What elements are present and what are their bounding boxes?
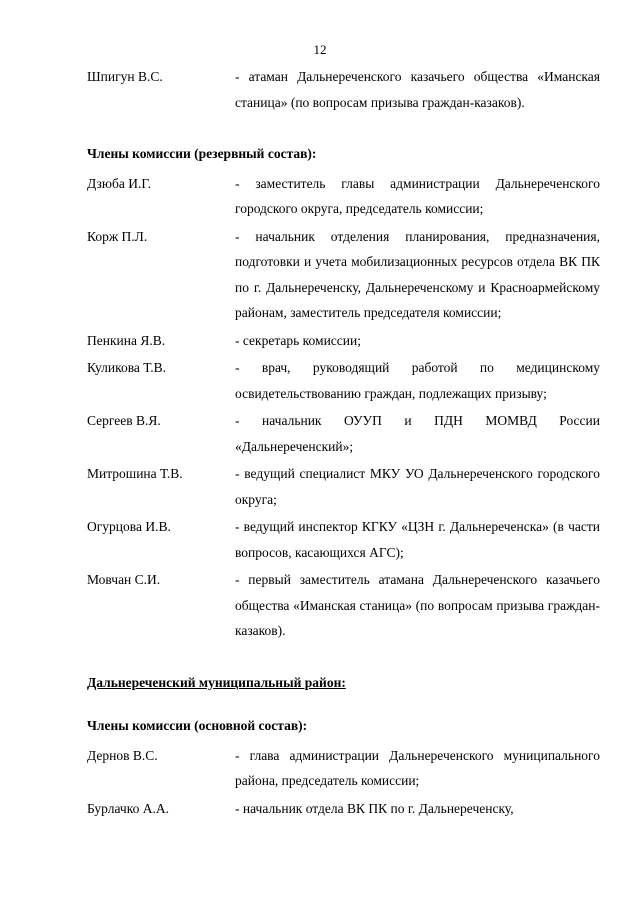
member-role: - заместитель главы администрации Дальнереченского городского округа, председатель комиссии; — [235, 175, 600, 216]
district-heading: Дальнереченский муниципальный район: — [87, 674, 346, 690]
member-entry — [87, 355, 600, 406]
member-role: - врач, руководящий работой по медицинскому освидетельствованию граждан, подлежащих призыву; — [235, 360, 600, 401]
member-name: Сергеев В.Я. — [87, 413, 161, 428]
member-name: Куликова Т.В. — [87, 360, 166, 375]
member-role: - секретарь комиссии; — [235, 332, 361, 348]
member-entry — [87, 743, 600, 794]
member-name: Огурцова И.В. — [87, 519, 171, 534]
member-entry — [87, 408, 600, 459]
member-entry — [87, 461, 600, 512]
member-entry — [87, 567, 600, 644]
member-entry — [87, 328, 600, 354]
member-entry — [87, 64, 600, 115]
member-name: Пенкина Я.В. — [87, 332, 166, 348]
document-body — [87, 64, 600, 823]
member-role: - первый заместитель атамана Дальнереченского казачьего общества «Иманская станица» (по вопросам призыва граждан-казаков). — [235, 572, 600, 638]
member-name: Шпигун В.С. — [87, 69, 163, 84]
member-role: - глава администрации Дальнереченского муниципального района, председатель комиссии; — [235, 747, 600, 788]
member-role: - ведущий специалист МКУ УО Дальнереченского городского округа; — [235, 466, 600, 507]
member-role: - начальник отдела ВК ПК по г. Дальнереченску, — [235, 800, 514, 816]
member-name: Митрошина Т.В. — [87, 466, 183, 481]
member-role: - атаман Дальнереченского казачьего общества «Иманская станица» (по вопросам призыва граждан-казаков). — [235, 69, 600, 110]
member-role: - ведущий инспектор КГКУ «ЦЗН г. Дальнереченска» (в части вопросов, касающихся АГС); — [235, 519, 600, 560]
member-entry — [87, 796, 600, 822]
member-entry — [87, 514, 600, 565]
member-name: Мовчан С.И. — [87, 572, 161, 587]
member-name: Корж П.Л. — [87, 228, 148, 244]
member-name: Дернов В.С. — [87, 747, 158, 763]
member-name: Дзюба И.Г. — [87, 175, 151, 191]
section-heading-reserve: Члены комиссии (резервный состав): — [87, 146, 317, 161]
member-entry — [87, 171, 600, 222]
member-name: Бурлачко А.А. — [87, 800, 169, 816]
member-entry — [87, 224, 600, 326]
page-number: 12 — [313, 42, 327, 57]
section-heading-main: Члены комиссии (основной состав): — [87, 718, 308, 733]
member-role: - начальник отделения планирования, предназначения, подготовки и учета мобилизационных ресурсов отдела ВК ПК по г. Дальнереченску, Дальнереченскому и Красноармейскому районам, заместитель председателя комиссии; — [235, 228, 600, 320]
member-role: - начальник ОУУП и ПДН МОМВД России «Дальнереченский»; — [235, 413, 600, 454]
